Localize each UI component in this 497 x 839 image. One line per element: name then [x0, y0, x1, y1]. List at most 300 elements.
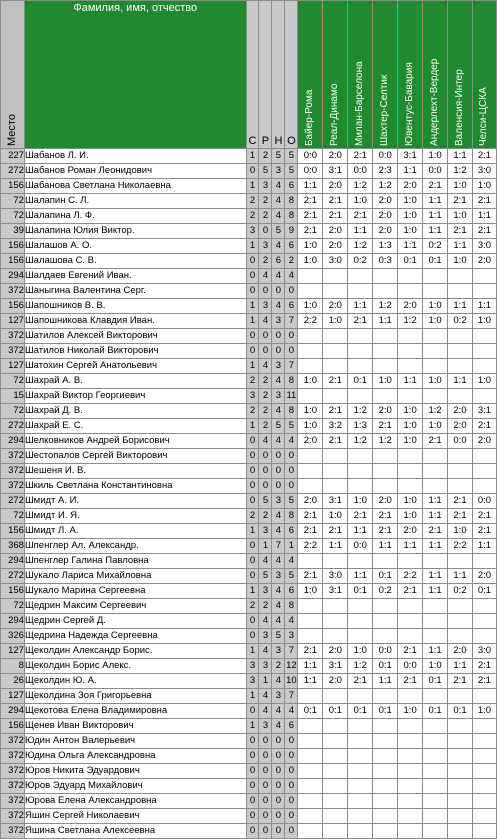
- score-cell: [298, 359, 323, 374]
- score-cell: [472, 479, 496, 494]
- score-cell: 2:0: [373, 194, 398, 209]
- table-row: [1, 479, 497, 494]
- score-cell: 2:1: [448, 674, 473, 689]
- score-cell: 1:1: [348, 299, 373, 314]
- stat-cell: 3: [272, 644, 285, 659]
- score-cell: [448, 749, 473, 764]
- score-cell: 2:0: [323, 299, 348, 314]
- score-cell: [323, 269, 348, 284]
- stat-cell: 0: [259, 749, 272, 764]
- score-cell: [323, 614, 348, 629]
- score-cell: 0:1: [423, 704, 448, 719]
- score-cell: [472, 734, 496, 749]
- rank-cell: 372: [1, 344, 25, 359]
- score-cell: 2:0: [398, 179, 423, 194]
- stat-cell: 5: [272, 629, 285, 644]
- stat-cell: 0: [272, 794, 285, 809]
- score-cell: [348, 614, 373, 629]
- score-cell: 3:0: [323, 569, 348, 584]
- table-row: [1, 524, 497, 539]
- score-cell: [472, 824, 496, 839]
- score-cell: [323, 779, 348, 794]
- stat-cell: 7: [285, 359, 298, 374]
- score-cell: 1:1: [348, 524, 373, 539]
- score-cell: [398, 284, 423, 299]
- table-row: [1, 644, 497, 659]
- stat-cell: 0: [259, 449, 272, 464]
- stat-cell: 2: [246, 404, 259, 419]
- table-row: [1, 794, 497, 809]
- score-cell: 2:1: [348, 509, 373, 524]
- score-cell: [323, 734, 348, 749]
- score-cell: [373, 329, 398, 344]
- stat-cell: 0: [259, 779, 272, 794]
- table-row: [1, 194, 497, 209]
- table-row: [1, 269, 497, 284]
- score-cell: [348, 599, 373, 614]
- score-cell: [423, 449, 448, 464]
- stat-cell: 1: [246, 314, 259, 329]
- score-cell: [348, 719, 373, 734]
- score-cell: [448, 629, 473, 644]
- stat-cell: 6: [272, 254, 285, 269]
- score-cell: 0:2: [348, 254, 373, 269]
- score-cell: 2:1: [348, 209, 373, 224]
- score-cell: 1:1: [348, 569, 373, 584]
- score-cell: [423, 359, 448, 374]
- score-cell: 3:0: [472, 239, 496, 254]
- score-cell: [323, 359, 348, 374]
- score-cell: [398, 344, 423, 359]
- table-row: [1, 614, 497, 629]
- score-cell: 1:1: [423, 209, 448, 224]
- name-cell: Шатилов Николай Викторович: [24, 344, 246, 359]
- score-cell: [398, 764, 423, 779]
- stat-cell: 3: [246, 389, 259, 404]
- score-cell: 1:1: [472, 299, 496, 314]
- score-cell: 1:0: [448, 254, 473, 269]
- score-cell: 1:1: [448, 374, 473, 389]
- stat-cell: 3: [272, 494, 285, 509]
- stat-cell: 0: [272, 824, 285, 839]
- score-cell: [373, 734, 398, 749]
- score-cell: 1:0: [398, 404, 423, 419]
- score-cell: 1:0: [398, 209, 423, 224]
- score-cell: 0:1: [348, 374, 373, 389]
- score-cell: 1:1: [398, 374, 423, 389]
- score-cell: 3:1: [472, 404, 496, 419]
- score-cell: 2:1: [323, 194, 348, 209]
- table-row: [1, 689, 497, 704]
- score-cell: 2:1: [472, 659, 496, 674]
- score-cell: 0:1: [323, 704, 348, 719]
- score-cell: [398, 464, 423, 479]
- score-cell: [348, 329, 373, 344]
- score-cell: [298, 344, 323, 359]
- score-cell: [398, 689, 423, 704]
- score-cell: [398, 734, 423, 749]
- stat-cell: 2: [259, 419, 272, 434]
- table-row: [1, 374, 497, 389]
- stat-cell: 5: [272, 419, 285, 434]
- score-cell: 1:1: [423, 194, 448, 209]
- score-cell: 3:1: [323, 164, 348, 179]
- stat-cell: 1: [246, 179, 259, 194]
- rank-cell: 294: [1, 704, 25, 719]
- name-cell: Шапошников В. В.: [24, 299, 246, 314]
- score-cell: 1:0: [398, 704, 423, 719]
- score-cell: [373, 359, 398, 374]
- score-cell: 2:1: [348, 314, 373, 329]
- score-cell: 2:1: [398, 644, 423, 659]
- score-cell: [423, 614, 448, 629]
- name-cell: Щекотова Елена Владимировна: [24, 704, 246, 719]
- rank-cell: 294: [1, 434, 25, 449]
- score-cell: 1:0: [398, 224, 423, 239]
- stat-cell: 3: [259, 239, 272, 254]
- score-cell: [423, 794, 448, 809]
- name-cell: Шабанов Л. И.: [24, 149, 246, 164]
- stat-cell: 11: [285, 389, 298, 404]
- score-cell: [398, 779, 423, 794]
- score-cell: [423, 479, 448, 494]
- score-cell: 0:1: [423, 254, 448, 269]
- stat-cell: 0: [272, 329, 285, 344]
- stat-cell: 0: [246, 809, 259, 824]
- stat-cell: 5: [272, 224, 285, 239]
- score-cell: 2:1: [373, 419, 398, 434]
- name-cell: Шапошникова Клавдия Иван.: [24, 314, 246, 329]
- rank-cell: 72: [1, 209, 25, 224]
- score-cell: 2:1: [448, 194, 473, 209]
- stat-cell: 4: [259, 359, 272, 374]
- score-cell: 2:0: [373, 209, 398, 224]
- score-cell: 2:0: [323, 149, 348, 164]
- stat-cell: 4: [272, 374, 285, 389]
- score-cell: 2:1: [398, 584, 423, 599]
- rank-cell: 156: [1, 524, 25, 539]
- score-cell: 1:0: [298, 584, 323, 599]
- rank-cell: 156: [1, 179, 25, 194]
- score-cell: 1:1: [298, 659, 323, 674]
- score-cell: 3:1: [323, 584, 348, 599]
- score-cell: [323, 449, 348, 464]
- stat-cell: 8: [285, 209, 298, 224]
- score-cell: [348, 464, 373, 479]
- score-cell: 3:2: [323, 419, 348, 434]
- stat-cell: 0: [246, 329, 259, 344]
- score-cell: 1:0: [398, 194, 423, 209]
- stat-cell: 3: [272, 689, 285, 704]
- stat-cell: 3: [259, 524, 272, 539]
- stat-cell: 3: [259, 584, 272, 599]
- stat-cell: 3: [272, 389, 285, 404]
- stat-cell: 4: [259, 614, 272, 629]
- rank-cell: 294: [1, 269, 25, 284]
- score-cell: [373, 629, 398, 644]
- name-cell: Шкиль Светлана Константиновна: [24, 479, 246, 494]
- score-cell: [448, 599, 473, 614]
- stat-cell: 0: [246, 764, 259, 779]
- stat-cell: 0: [285, 749, 298, 764]
- stat-cell: 5: [259, 494, 272, 509]
- score-cell: [298, 554, 323, 569]
- score-cell: 1:0: [298, 404, 323, 419]
- score-cell: 1:1: [448, 149, 473, 164]
- name-cell: Шабанов Роман Леонидович: [24, 164, 246, 179]
- score-cell: 1:0: [398, 509, 423, 524]
- stat-cell: 5: [285, 149, 298, 164]
- score-cell: [298, 794, 323, 809]
- stat-header-n: Н: [272, 1, 285, 149]
- score-cell: 2:1: [472, 674, 496, 689]
- stat-cell: 2: [246, 374, 259, 389]
- stat-cell: 4: [259, 554, 272, 569]
- stat-cell: 4: [259, 704, 272, 719]
- rank-cell: 127: [1, 644, 25, 659]
- score-cell: [448, 719, 473, 734]
- score-cell: 1:0: [472, 374, 496, 389]
- score-cell: 1:0: [348, 194, 373, 209]
- score-cell: 0:1: [398, 254, 423, 269]
- score-cell: 1:0: [348, 494, 373, 509]
- table-row: [1, 434, 497, 449]
- match-header: Валенсия-Интер: [448, 1, 473, 149]
- score-cell: [298, 284, 323, 299]
- table-row: [1, 329, 497, 344]
- name-cell: Шпенглер Ал. Александр.: [24, 539, 246, 554]
- stat-cell: 0: [259, 809, 272, 824]
- score-cell: [472, 284, 496, 299]
- score-cell: 2:0: [323, 239, 348, 254]
- score-cell: 1:2: [348, 179, 373, 194]
- score-cell: [298, 824, 323, 839]
- score-cell: [298, 764, 323, 779]
- stat-cell: 9: [285, 224, 298, 239]
- stat-cell: 2: [272, 659, 285, 674]
- stat-cell: 3: [272, 359, 285, 374]
- table-row: [1, 464, 497, 479]
- score-cell: [348, 794, 373, 809]
- score-cell: 1:0: [323, 314, 348, 329]
- score-cell: [373, 479, 398, 494]
- name-cell: Яшина Светлана Алексеевна: [24, 824, 246, 839]
- score-cell: [398, 389, 423, 404]
- score-cell: [448, 449, 473, 464]
- score-cell: [298, 329, 323, 344]
- score-cell: 1:0: [472, 314, 496, 329]
- rank-cell: 372: [1, 734, 25, 749]
- score-cell: [323, 344, 348, 359]
- score-cell: [348, 554, 373, 569]
- score-cell: [472, 464, 496, 479]
- score-cell: 0:2: [373, 584, 398, 599]
- stat-cell: 0: [285, 344, 298, 359]
- score-cell: 0:1: [373, 659, 398, 674]
- name-cell: Шатохин Сергей Анатольевич: [24, 359, 246, 374]
- table-row: [1, 389, 497, 404]
- stat-cell: 3: [246, 224, 259, 239]
- name-cell: Юдина Ольга Александровна: [24, 749, 246, 764]
- stat-cell: 7: [285, 689, 298, 704]
- score-cell: [472, 689, 496, 704]
- table-body: [1, 149, 497, 839]
- score-cell: [348, 359, 373, 374]
- score-cell: 1:1: [348, 224, 373, 239]
- stat-cell: 3: [272, 569, 285, 584]
- stat-cell: 0: [259, 794, 272, 809]
- table-row: [1, 494, 497, 509]
- score-cell: [472, 614, 496, 629]
- score-cell: 2:0: [373, 404, 398, 419]
- score-cell: [298, 269, 323, 284]
- rank-cell: 372: [1, 284, 25, 299]
- score-cell: 1:1: [448, 659, 473, 674]
- name-cell: Шукало Лариса Михайловна: [24, 569, 246, 584]
- score-cell: 1:1: [423, 224, 448, 239]
- score-cell: 2:1: [298, 194, 323, 209]
- stat-cell: 0: [285, 479, 298, 494]
- score-cell: 2:1: [323, 404, 348, 419]
- name-cell: Шахрай Е. С.: [24, 419, 246, 434]
- score-cell: [298, 719, 323, 734]
- table-row: [1, 779, 497, 794]
- rank-cell: 72: [1, 374, 25, 389]
- stat-cell: 0: [246, 749, 259, 764]
- score-cell: [348, 284, 373, 299]
- header-row: [1, 1, 497, 149]
- stat-cell: 4: [259, 314, 272, 329]
- name-cell: Щеколдин Александр Борис.: [24, 644, 246, 659]
- score-cell: 2:0: [323, 224, 348, 239]
- name-cell: Яшин Сергей Николаевич: [24, 809, 246, 824]
- score-cell: [348, 344, 373, 359]
- name-cell: Шалапин С. Л.: [24, 194, 246, 209]
- match-header: Байер-Рома: [298, 1, 323, 149]
- stat-cell: 4: [272, 404, 285, 419]
- score-cell: 2:1: [448, 224, 473, 239]
- score-cell: 2:0: [472, 434, 496, 449]
- score-cell: [323, 719, 348, 734]
- stat-cell: 0: [272, 479, 285, 494]
- stat-cell: 0: [246, 704, 259, 719]
- score-cell: [398, 329, 423, 344]
- score-cell: 1:2: [398, 314, 423, 329]
- name-cell: Шахрай А. В.: [24, 374, 246, 389]
- score-cell: 2:1: [298, 524, 323, 539]
- score-cell: 1:1: [448, 569, 473, 584]
- table-row: [1, 419, 497, 434]
- score-cell: [472, 269, 496, 284]
- stat-cell: 3: [285, 629, 298, 644]
- score-cell: [373, 689, 398, 704]
- stat-cell: 0: [259, 464, 272, 479]
- score-cell: [448, 554, 473, 569]
- score-cell: [348, 449, 373, 464]
- score-cell: [348, 629, 373, 644]
- stat-cell: 3: [259, 629, 272, 644]
- stat-cell: 4: [272, 269, 285, 284]
- stat-cell: 0: [246, 344, 259, 359]
- stat-cell: 2: [259, 209, 272, 224]
- stat-cell: 5: [259, 569, 272, 584]
- score-cell: [448, 359, 473, 374]
- rank-cell: 72: [1, 404, 25, 419]
- stat-cell: 3: [259, 719, 272, 734]
- score-cell: [472, 329, 496, 344]
- score-cell: [348, 779, 373, 794]
- stat-cell: 5: [272, 149, 285, 164]
- table-row: [1, 449, 497, 464]
- rank-cell: 372: [1, 764, 25, 779]
- score-cell: 0:0: [472, 494, 496, 509]
- score-cell: [448, 479, 473, 494]
- stat-cell: 1: [246, 359, 259, 374]
- stat-cell: 0: [285, 794, 298, 809]
- stat-cell: 0: [285, 449, 298, 464]
- stat-cell: 0: [272, 809, 285, 824]
- score-cell: 2:1: [373, 509, 398, 524]
- score-cell: [472, 554, 496, 569]
- rank-cell: 227: [1, 149, 25, 164]
- score-cell: 1:0: [348, 644, 373, 659]
- score-cell: 1:1: [373, 314, 398, 329]
- stat-cell: 0: [259, 734, 272, 749]
- score-cell: [423, 824, 448, 839]
- table-row: [1, 674, 497, 689]
- stat-cell: 0: [246, 434, 259, 449]
- score-cell: [298, 599, 323, 614]
- stat-cell: 4: [272, 194, 285, 209]
- score-cell: 1:1: [398, 164, 423, 179]
- score-cell: [373, 614, 398, 629]
- stat-cell: 3: [272, 314, 285, 329]
- stat-cell: 2: [285, 254, 298, 269]
- score-cell: 2:1: [423, 434, 448, 449]
- score-cell: 1:1: [423, 584, 448, 599]
- score-cell: [423, 749, 448, 764]
- table-row: [1, 284, 497, 299]
- stat-cell: 8: [285, 194, 298, 209]
- table-row: [1, 164, 497, 179]
- score-cell: [323, 479, 348, 494]
- stat-cell: 4: [285, 554, 298, 569]
- score-cell: 2:1: [348, 674, 373, 689]
- score-cell: [373, 599, 398, 614]
- score-cell: [298, 464, 323, 479]
- score-cell: 1:1: [472, 209, 496, 224]
- stat-cell: 6: [285, 239, 298, 254]
- score-cell: 1:1: [373, 674, 398, 689]
- stat-cell: 4: [272, 599, 285, 614]
- score-cell: 0:1: [448, 704, 473, 719]
- stat-cell: 4: [259, 644, 272, 659]
- rank-cell: 368: [1, 539, 25, 554]
- score-cell: 3:0: [472, 164, 496, 179]
- score-cell: 2:1: [472, 419, 496, 434]
- rank-cell: 372: [1, 794, 25, 809]
- table-row: [1, 599, 497, 614]
- stat-cell: 8: [285, 404, 298, 419]
- stat-cell: 2: [259, 194, 272, 209]
- score-cell: 2:1: [298, 509, 323, 524]
- score-cell: 0:1: [373, 569, 398, 584]
- score-cell: [298, 629, 323, 644]
- score-cell: [448, 689, 473, 704]
- stat-cell: 2: [259, 149, 272, 164]
- score-cell: 2:1: [398, 674, 423, 689]
- score-cell: 1:0: [398, 494, 423, 509]
